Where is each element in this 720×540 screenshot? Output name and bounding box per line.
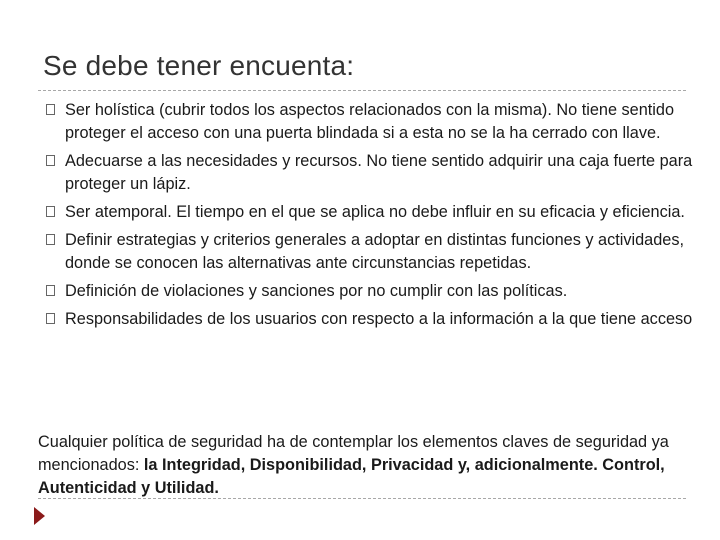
bullet-text: Definición de violaciones y sanciones por no cumplir con las políticas. bbox=[65, 282, 568, 300]
bullet-list bbox=[46, 99, 706, 331]
checkbox-bullet-icon bbox=[46, 206, 55, 217]
list-item bbox=[46, 150, 706, 196]
checkbox-bullet-icon bbox=[46, 285, 55, 296]
checkbox-bullet-icon bbox=[46, 234, 55, 245]
closing-paragraph bbox=[38, 431, 698, 500]
title-divider bbox=[38, 90, 686, 91]
bullet-text: Adecuarse a las necesidades y recursos. No tiene sentido adquirir una caja fuerte para proteger un lápiz. bbox=[65, 152, 693, 193]
closing-plain-text: Cualquier política de seguridad ha de contemplar los elementos claves de seguridad ya mencionados: bbox=[38, 433, 669, 474]
slide-title: Se debe tener encuenta: bbox=[43, 50, 355, 81]
list-item bbox=[46, 308, 706, 331]
list-item bbox=[46, 99, 706, 145]
bullet-text: Definir estrategias y criterios generales a adoptar en distintas funciones y actividades, donde se conocen las alternativas ante circunstancias repetidas. bbox=[65, 231, 685, 272]
closing-bold-text: la Integridad, Disponibilidad, Privacidad y, adicionalmente. Control, Autenticidad y Utilidad. bbox=[38, 456, 665, 497]
list-item bbox=[46, 229, 706, 275]
bullet-text: Responsabilidades de los usuarios con respecto a la información a la que tiene acceso bbox=[65, 310, 693, 328]
checkbox-bullet-icon bbox=[46, 313, 55, 324]
checkbox-bullet-icon bbox=[46, 104, 55, 115]
list-item bbox=[46, 280, 706, 303]
list-item bbox=[46, 201, 706, 224]
bullet-text: Ser atemporal. El tiempo en el que se aplica no debe influir en su eficacia y eficiencia. bbox=[65, 203, 685, 221]
footer-divider bbox=[38, 498, 686, 499]
next-arrow-icon[interactable] bbox=[34, 507, 45, 525]
checkbox-bullet-icon bbox=[46, 155, 55, 166]
bullet-text: Ser holística (cubrir todos los aspectos relacionados con la misma). No tiene sentido proteger el acceso con una puerta blindada si a esta no se la ha cerrado con llave. bbox=[65, 101, 675, 142]
